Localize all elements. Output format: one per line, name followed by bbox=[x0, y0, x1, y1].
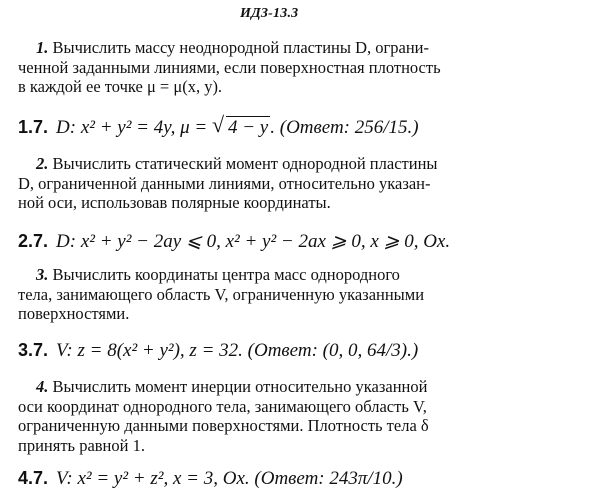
formula-expression: D: x² + y² − 2ay ⩽ 0, x² + y² − 2ax ⩾ 0, x ⩾ 0, Ox. bbox=[56, 231, 451, 252]
task-text-line: тела, занимающего область V, ограниченную указанными bbox=[18, 284, 425, 304]
formula-answer: (Ответ: (0, 0, 64/3).) bbox=[247, 340, 419, 361]
formula-2 bbox=[18, 228, 593, 255]
formula-1 bbox=[18, 114, 593, 141]
task-text-line: Вычислить момент инерции относительно указанной bbox=[52, 377, 428, 396]
formula-4 bbox=[18, 465, 593, 492]
formula-3 bbox=[18, 337, 593, 364]
task-number: 2. bbox=[36, 154, 49, 173]
task-number: 3. bbox=[36, 265, 49, 284]
formula-expression: D: x² + y² = 4y, μ = bbox=[56, 117, 208, 138]
task-text-line: Вычислить массу неоднородной пластины D, ограни- bbox=[52, 38, 429, 57]
formula-number: 4.7. bbox=[18, 468, 49, 488]
task-number: 1. bbox=[36, 38, 49, 57]
task-text-line: ограниченную данными поверхностями. Плотность тела δ bbox=[18, 416, 429, 435]
task-text-line: в каждой ее точке μ = μ(x, y). bbox=[18, 77, 223, 96]
formula-answer: . (Ответ: 256/15.) bbox=[270, 117, 419, 138]
task-3 bbox=[18, 265, 586, 324]
task-text-line: Вычислить координаты центра масс однородного bbox=[52, 265, 400, 284]
task-text-line: ной оси, использовав полярные координаты. bbox=[18, 193, 331, 212]
task-text-line: ченной заданными линиями, если поверхностная плотность bbox=[18, 57, 441, 77]
formula-number: 1.7. bbox=[18, 117, 49, 137]
formula-number: 2.7. bbox=[18, 231, 49, 251]
task-number: 4. bbox=[36, 377, 49, 396]
sqrt-content: 4 − y bbox=[227, 117, 269, 138]
task-text-line: оси координат однородного тела, занимающего область V, bbox=[18, 396, 427, 416]
task-text-line: принять равной 1. bbox=[18, 435, 145, 455]
task-text-line: Вычислить статический момент однородной пластины bbox=[52, 154, 438, 173]
task-2 bbox=[18, 154, 586, 213]
formula-number: 3.7. bbox=[18, 340, 49, 360]
task-4 bbox=[18, 377, 586, 455]
task-text-line: поверхностями. bbox=[18, 304, 130, 323]
sqrt-expression bbox=[211, 112, 270, 141]
formula-expression: V: x² = y² + z², x = 3, Ox. bbox=[56, 468, 250, 489]
document-header: ИДЗ-13.3 bbox=[240, 6, 299, 21]
task-text-line: D, ограниченной данными линиями, относительно указан- bbox=[18, 173, 431, 193]
task-1 bbox=[18, 38, 586, 97]
formula-expression: V: z = 8(x² + y²), z = 32. bbox=[56, 340, 243, 361]
radical-sign-icon: √ bbox=[211, 112, 225, 137]
formula-answer: (Ответ: 243π/10.) bbox=[254, 468, 403, 489]
